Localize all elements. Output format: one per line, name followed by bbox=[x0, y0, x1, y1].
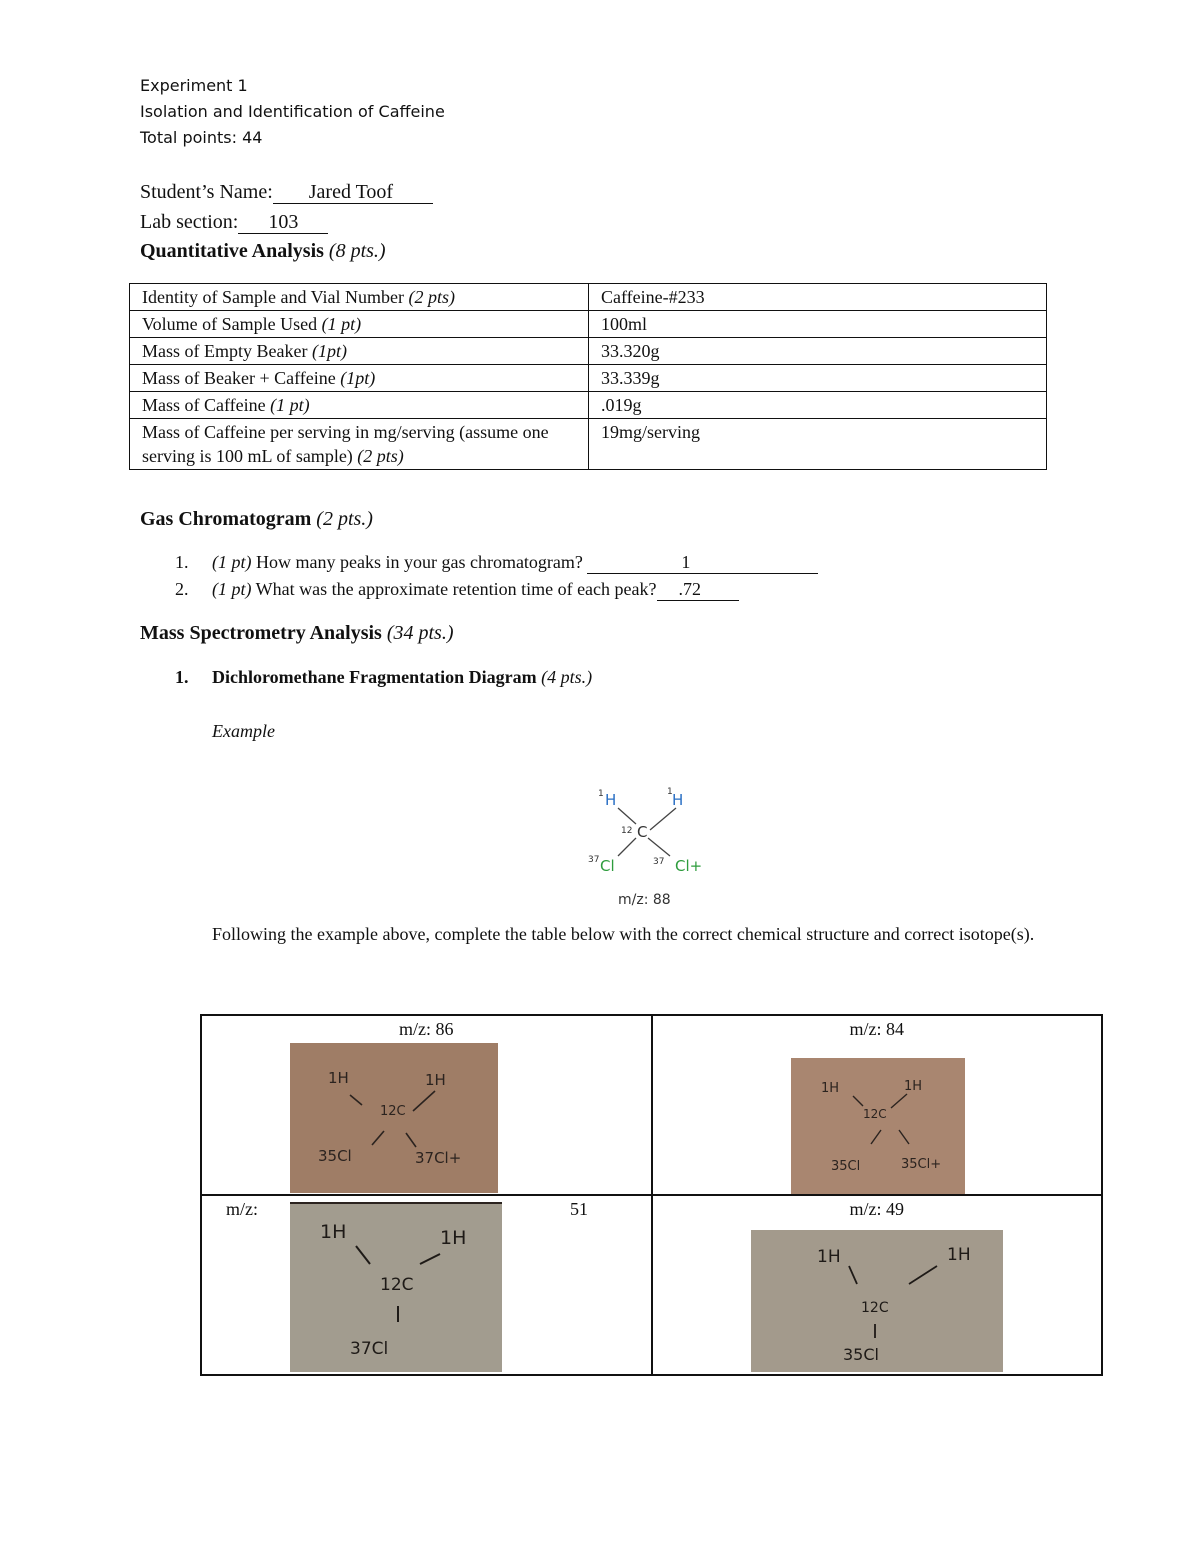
fragment-mz-value: 51 bbox=[570, 1199, 588, 1219]
retention-answer[interactable]: .72 bbox=[657, 580, 740, 601]
svg-text:37Cl: 37Cl bbox=[350, 1339, 389, 1359]
table-row bbox=[130, 311, 1047, 338]
experiment-label: Experiment 1 bbox=[140, 76, 248, 95]
table-row bbox=[130, 392, 1047, 419]
list-item: 1. (1 pt) How many peaks in your gas chromatogram? 1 bbox=[175, 552, 818, 579]
instructions: Following the example above, complete the table below with the correct chemical structure and correct isotope(s). bbox=[212, 924, 1035, 944]
table-row bbox=[130, 338, 1047, 365]
fragment-mz: m/z: 49 bbox=[849, 1199, 904, 1219]
fragment-photo bbox=[751, 1230, 1003, 1372]
svg-text:35Cl+: 35Cl+ bbox=[900, 1157, 941, 1172]
row-value[interactable]: .019g bbox=[589, 392, 1047, 419]
example-cl2-isotope: 37 bbox=[653, 857, 665, 867]
fragment-table bbox=[200, 1014, 1103, 1376]
table-row bbox=[130, 419, 1047, 470]
svg-text:12C: 12C bbox=[862, 1107, 887, 1121]
example-cl1-isotope: 37 bbox=[588, 855, 600, 865]
svg-text:35Cl: 35Cl bbox=[318, 1147, 352, 1165]
fragment-mz: m/z: 86 bbox=[399, 1019, 454, 1039]
svg-text:1H: 1H bbox=[903, 1079, 922, 1094]
experiment-title: Isolation and Identification of Caffeine bbox=[140, 102, 445, 121]
svg-text:1H: 1H bbox=[320, 1221, 347, 1243]
row-value[interactable]: 33.320g bbox=[589, 338, 1047, 365]
peaks-answer[interactable]: 1 bbox=[587, 553, 818, 574]
fragment-cell bbox=[652, 1195, 1103, 1375]
student-name-row bbox=[140, 181, 433, 204]
svg-text:35Cl: 35Cl bbox=[842, 1345, 879, 1364]
row-label: Identity of Sample and Vial Number (2 pts) bbox=[130, 284, 589, 311]
svg-text:12C: 12C bbox=[860, 1300, 889, 1316]
fragmentation-item: 1. Dichloromethane Fragmentation Diagram (4 pts.) bbox=[175, 667, 593, 687]
fragment-photo bbox=[791, 1058, 965, 1194]
example-cl2: Cl+ bbox=[675, 857, 703, 875]
svg-text:35Cl: 35Cl bbox=[830, 1159, 860, 1174]
bond-line bbox=[648, 838, 670, 856]
bond-line bbox=[618, 808, 636, 824]
row-label: Mass of Empty Beaker (1pt) bbox=[130, 338, 589, 365]
svg-text:1H: 1H bbox=[816, 1247, 841, 1267]
example-mz: m/z: 88 bbox=[618, 892, 671, 908]
svg-text:12C: 12C bbox=[380, 1275, 414, 1295]
example-c: C bbox=[637, 823, 648, 841]
svg-text:1H: 1H bbox=[440, 1227, 467, 1249]
example-h1: H bbox=[605, 791, 617, 809]
quantitative-table bbox=[129, 283, 1047, 470]
fragment-cell bbox=[201, 1015, 652, 1195]
fragment-photo bbox=[290, 1202, 502, 1372]
list-item: 2. (1 pt) What was the approximate retention time of each peak? .72 bbox=[175, 579, 818, 606]
total-points: Total points: 44 bbox=[140, 128, 263, 147]
gas-questions bbox=[175, 552, 818, 606]
row-label: Volume of Sample Used (1 pt) bbox=[130, 311, 589, 338]
example-h2: H bbox=[672, 791, 684, 809]
svg-text:12C: 12C bbox=[380, 1104, 406, 1119]
gas-heading: Gas Chromatogram (2 pts.) bbox=[140, 508, 373, 530]
fragment-mz: m/z: 84 bbox=[849, 1019, 904, 1039]
row-label: Mass of Caffeine (1 pt) bbox=[130, 392, 589, 419]
svg-text:1H: 1H bbox=[946, 1245, 971, 1265]
lab-section-row bbox=[140, 211, 328, 234]
row-value[interactable]: 100ml bbox=[589, 311, 1047, 338]
row-label: Mass of Beaker + Caffeine (1pt) bbox=[130, 365, 589, 392]
table-row bbox=[130, 284, 1047, 311]
fragment-photo bbox=[290, 1043, 498, 1193]
bond-line bbox=[650, 808, 676, 830]
example-h2-isotope: 1 bbox=[667, 787, 673, 797]
svg-text:1H: 1H bbox=[820, 1081, 839, 1096]
row-value[interactable]: Caffeine-#233 bbox=[589, 284, 1047, 311]
row-label: Mass of Caffeine per serving in mg/serving (assume one serving is 100 mL of sample) (2 pts) bbox=[130, 419, 589, 470]
example-c-isotope: 12 bbox=[621, 826, 633, 836]
table-row bbox=[201, 1195, 1102, 1375]
lab-section-value[interactable]: 103 bbox=[238, 211, 328, 234]
row-value[interactable]: 33.339g bbox=[589, 365, 1047, 392]
student-name-value[interactable]: Jared Toof bbox=[273, 181, 433, 204]
quantitative-heading: Quantitative Analysis (8 pts.) bbox=[140, 240, 386, 262]
mass-heading: Mass Spectrometry Analysis (34 pts.) bbox=[140, 622, 454, 644]
example-cl1: Cl bbox=[600, 857, 615, 875]
svg-text:1H: 1H bbox=[328, 1069, 349, 1087]
fragment-mz-label: m/z: bbox=[226, 1199, 258, 1219]
example-h1-isotope: 1 bbox=[598, 789, 604, 799]
row-value[interactable]: 19mg/serving bbox=[589, 419, 1047, 470]
example-structure bbox=[580, 780, 710, 912]
bond-line bbox=[618, 838, 636, 856]
student-name-label: Student’s Name: bbox=[140, 181, 273, 203]
svg-text:37Cl+: 37Cl+ bbox=[415, 1149, 462, 1167]
table-row bbox=[201, 1015, 1102, 1195]
table-row bbox=[130, 365, 1047, 392]
svg-text:1H: 1H bbox=[425, 1071, 446, 1089]
lab-section-label: Lab section: bbox=[140, 211, 239, 233]
fragment-cell bbox=[201, 1195, 652, 1375]
fragment-cell bbox=[652, 1015, 1103, 1195]
example-label: Example bbox=[212, 721, 275, 741]
